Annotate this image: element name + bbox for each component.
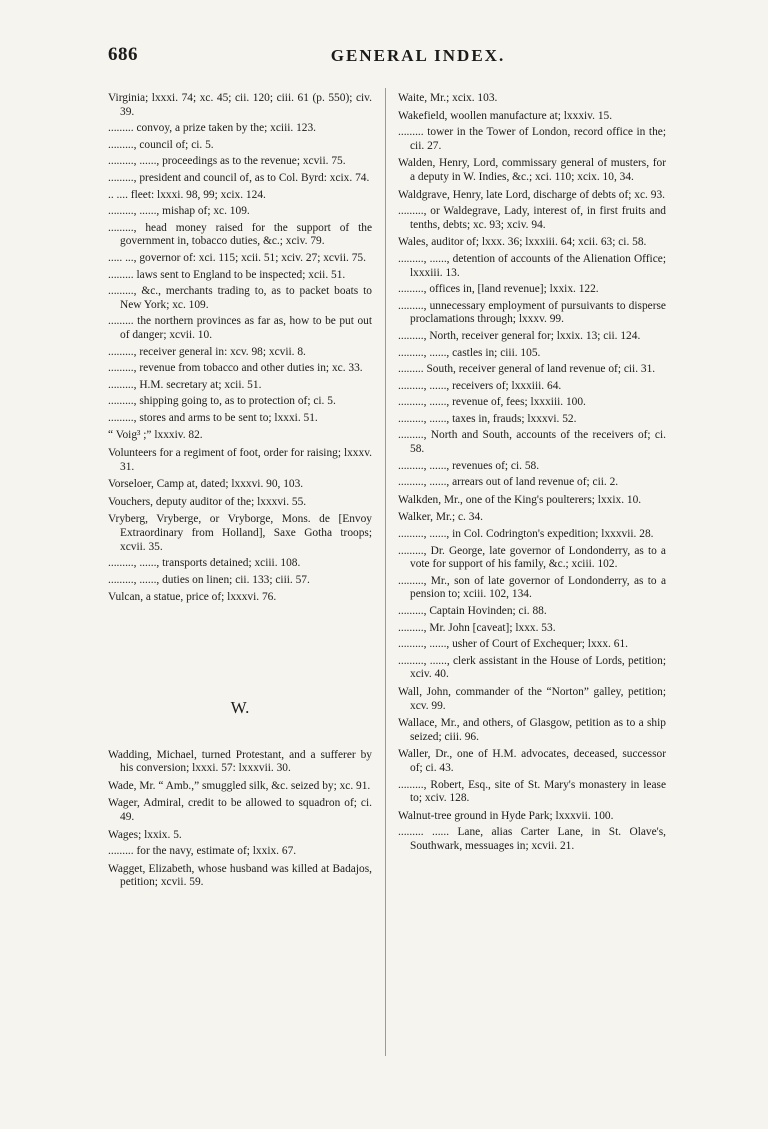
index-entry: Vouchers, deputy auditor of the; lxxxvi. 55. — [108, 495, 307, 508]
index-entry: ..... ..., governor of: xci. 115; xcii. 51; xciv. 27; xcvii. 75. — [108, 251, 366, 264]
index-entry: ........., receiver general in: xcv. 98; xcvii. 8. — [108, 345, 306, 358]
index-entry: ........., Robert, Esq., site of St. Mary's monastery in lease to; xciv. 128. — [398, 778, 666, 805]
index-entry: Walnut-tree ground in Hyde Park; lxxxvii. 100. — [398, 809, 614, 822]
index-entry: ........., revenue from tobacco and other duties in; xc. 33. — [108, 362, 363, 375]
index-entry: ........., offices in, [land revenue]; lxxix. 122. — [398, 283, 599, 296]
index-entry: Walden, Henry, Lord, commissary general of musters, for a deputy in W. Indies, &c.; xci. 110; xcix. 10, 34. — [398, 157, 666, 183]
index-entry: ........., North and South, accounts of the receivers of; ci. 58. — [398, 429, 666, 456]
index-entry: ........., ......, receivers of; lxxxiii. 64. — [398, 379, 562, 392]
index-entry: “ Voig³ ;” lxxxiv. 82. — [108, 429, 203, 442]
left-column — [108, 88, 372, 893]
index-entry: ........., Mr., son of late governor of Londonderry, as to a pension to; xciii. 102, 134. — [398, 574, 666, 601]
index-entry: Wagget, Elizabeth, whose husband was killed at Badajos, petition; xcvii. 59. — [108, 862, 372, 889]
index-entry: ........., ......, duties on linen; cii. 133; ciii. 57. — [108, 573, 310, 586]
page-number: 686 — [108, 44, 138, 65]
index-entry: ......... South, receiver general of land revenue of; cii. 31. — [398, 363, 656, 376]
index-entry: Vulcan, a statue, price of; lxxxvi. 76. — [108, 591, 277, 604]
index-entry: Volunteers for a regiment of foot, order for raising; lxxxv. 31. — [108, 447, 372, 473]
index-entry: ........., ......, castles in; ciii. 105. — [398, 346, 541, 359]
index-entry: Wager, Admiral, credit to be allowed to squadron of; ci. 49. — [108, 797, 372, 823]
index-entry: ........., head money raised for the support of the government in, tobacco duties, &c.; xciv. 79. — [108, 221, 372, 248]
index-entry: ........., ......, clerk assistant in the House of Lords, petition; xciv. 40. — [398, 654, 666, 681]
index-entry: Wadding, Michael, turned Protestant, and a sufferer by his conversion; lxxxi. 57: lxxxvii. 30. — [108, 748, 372, 775]
index-entry: ........., or Waldegrave, Lady, interest of, in first fruits and tenths, debts; xc. 93; xciv. 94. — [398, 205, 666, 231]
index-entry: ........., ......, revenues of; ci. 58. — [398, 459, 540, 472]
index-entry: ......... tower in the Tower of London, record office in the; cii. 27. — [398, 126, 666, 152]
index-entry: ........., council of; ci. 5. — [108, 138, 214, 151]
index-entry: ........., North, receiver general for; lxxix. 13; cii. 124. — [398, 329, 641, 342]
column-divider — [385, 88, 386, 1056]
index-entry: .. .... fleet: lxxxi. 98, 99; xcix. 124. — [108, 188, 266, 201]
index-entry: Wade, Mr. “ Amb.,” smuggled silk, &c. seized by; xc. 91. — [108, 779, 371, 792]
section-letter-w: W. — [230, 698, 250, 717]
index-entry: Waldgrave, Henry, late Lord, discharge of debts of; xc. 93. — [398, 188, 665, 201]
index-entry: ........., &c., merchants trading to, as to packet boats to New York; xc. 109. — [108, 285, 372, 311]
index-entry: Walkden, Mr., one of the King's poulterers; lxxix. 10. — [398, 493, 642, 506]
index-entry: ........., stores and arms to be sent to; lxxxi. 51. — [108, 411, 318, 424]
index-entry: ......... ...... Lane, alias Carter Lane, in St. Olave's, Southwark, messuages in; xcvii. 21. — [398, 826, 666, 852]
index-entry: ........., unnecessary employment of pursuivants to disperse proclamations through; lxxxv. 99. — [398, 299, 666, 326]
index-entry: ......... the northern provinces as far as, how to be put out of danger; xcvii. 10. — [108, 315, 372, 341]
index-entry: ......... laws sent to England to be inspected; xcii. 51. — [108, 268, 346, 281]
index-entry: Wallace, Mr., and others, of Glasgow, petition as to a ship seized; ciii. 96. — [398, 717, 666, 743]
index-entry: ........., H.M. secretary at; xcii. 51. — [108, 378, 262, 391]
left-v-entries — [108, 92, 372, 605]
running-head: GENERAL INDEX. — [330, 46, 506, 65]
index-entry: ......... convoy, a prize taken by the; xciii. 123. — [108, 122, 317, 135]
right-column — [398, 88, 666, 857]
page-header — [108, 44, 728, 74]
index-entry: ........., ......, taxes in, frauds; lxxxvi. 52. — [398, 412, 577, 425]
index-entry: ........., Mr. John [caveat]; lxxx. 53. — [398, 621, 556, 634]
index-entry: Virginia; lxxxi. 74; xc. 45; cii. 120; ciii. 61 (p. 550); civ. 39. — [108, 92, 372, 118]
index-entry: Wales, auditor of; lxxx. 36; lxxxiii. 64; xcii. 63; ci. 58. — [398, 236, 647, 249]
index-entry: ........., ......, mishap of; xc. 109. — [108, 205, 250, 218]
index-entry: ........., ......, in Col. Codrington's expedition; lxxxvii. 28. — [398, 528, 654, 541]
left-w-entries — [108, 749, 372, 890]
index-entry: ........., ......, proceedings as to the revenue; xcvii. 75. — [108, 155, 346, 168]
index-entry: Walker, Mr.; c. 34. — [398, 511, 483, 524]
index-entry: ........., ......, transports detained; xciii. 108. — [108, 557, 301, 570]
index-entry: Vryberg, Vryberge, or Vryborge, Mons. de [Envoy Extraordinary from Holland], Saxe Gotha troops; xcvii. 35. — [108, 513, 372, 553]
index-entry: ........., Dr. George, late governor of Londonderry, as to a vote for support of his family, &c.; xciii. 102. — [398, 544, 666, 571]
index-entry: Waite, Mr.; xcix. 103. — [398, 92, 498, 104]
index-entry: ........., Captain Hovinden; ci. 88. — [398, 605, 547, 617]
index-entry: Vorseloer, Camp at, dated; lxxxvi. 90, 103. — [108, 478, 304, 491]
index-entry: Wall, John, commander of the “Norton” galley, petition; xcv. 99. — [398, 685, 666, 712]
index-entry: ........., ......, arrears out of land revenue of; cii. 2. — [398, 476, 619, 489]
right-w-entries — [398, 92, 666, 854]
index-entry: Wakefield, woollen manufacture at; lxxxiv. 15. — [398, 109, 613, 122]
index-entry: ........., shipping going to, as to protection of; ci. 5. — [108, 395, 336, 408]
index-entry: ........., ......, usher of Court of Exchequer; lxxx. 61. — [398, 638, 628, 651]
index-entry: Wages; lxxix. 5. — [108, 828, 182, 841]
index-entry: ........., ......, detention of accounts of the Alienation Office; lxxxiii. 13. — [398, 252, 666, 279]
index-entry: ........., ......, revenue of, fees; lxxxiii. 100. — [398, 396, 586, 409]
index-entry: ........., president and council of, as to Col. Byrd: xcix. 74. — [108, 171, 370, 184]
index-entry: Waller, Dr., one of H.M. advocates, deceased, successor of; ci. 43. — [398, 748, 666, 774]
index-entry: ......... for the navy, estimate of; lxxix. 67. — [108, 845, 297, 858]
